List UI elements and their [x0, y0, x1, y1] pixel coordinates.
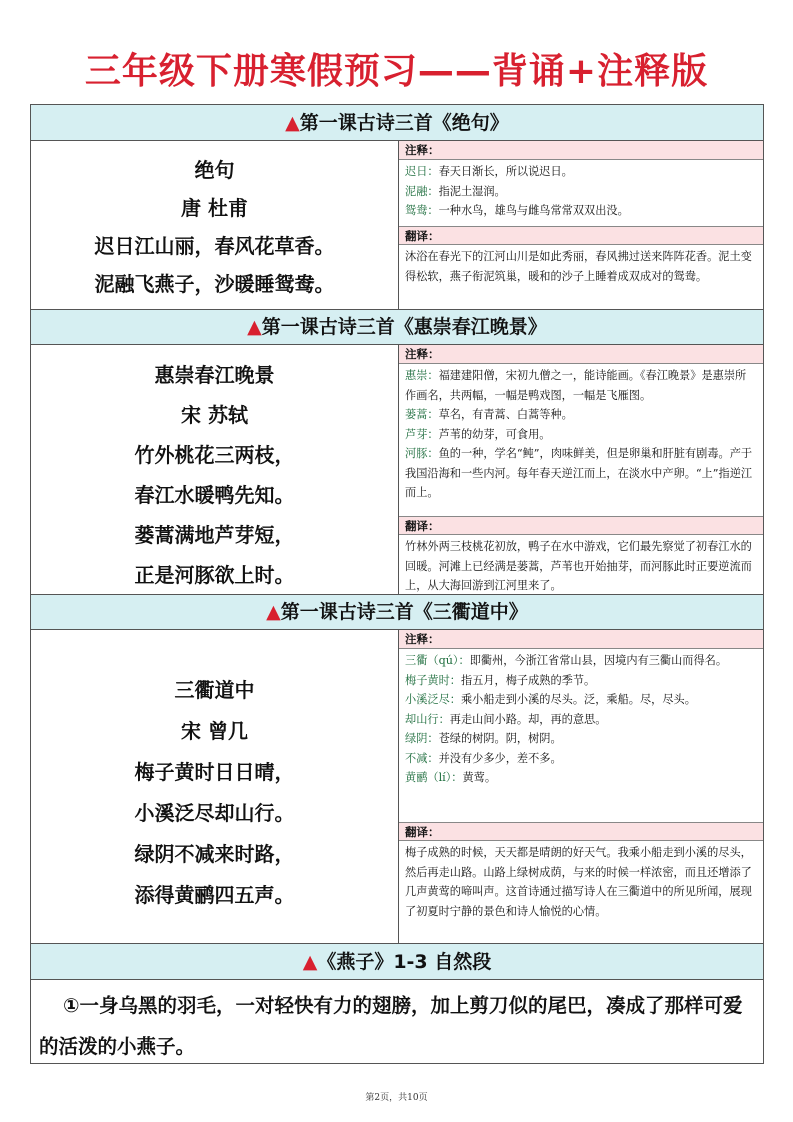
- section-header-yanzi: [31, 944, 763, 980]
- poem-huichong: [31, 345, 399, 594]
- section-title: 《燕子》1-3 自然段: [317, 951, 492, 973]
- poem-title: 绝句: [194, 158, 235, 182]
- notes-huichong: [399, 345, 763, 594]
- notes-list: [399, 649, 763, 822]
- section-header-sanqu: [31, 595, 763, 630]
- notes-label: 注释：: [399, 630, 763, 649]
- triangle-icon: ▲: [266, 601, 281, 623]
- poem-line: 竹外桃花三两枝，: [134, 443, 295, 467]
- note-item: 芦芽：芦苇的幼芽，可食用。: [405, 427, 551, 441]
- note-item: 黄鹂（lí）：黄莺。: [405, 771, 497, 784]
- poem-line: 迟日江山丽，春风花草香。: [94, 234, 335, 258]
- notes-label: 注释：: [399, 141, 763, 160]
- poem-line: 添得黄鹂四五声。: [134, 883, 295, 907]
- notes-sanqu: [399, 630, 763, 943]
- note-item: 三衢（qú）：即衢州，今浙江省常山县，因境内有三衢山而得名。: [405, 654, 728, 667]
- poem-line: 正是河豚欲上时。: [134, 563, 295, 587]
- translation-text: 梅子成熟的时候，天天都是晴朗的好天气。我乘小船走到小溪的尽头，然后再走山路。山路上绿树成荫，与来的时候一样浓密，而且还增添了几声黄莺的啼叫声。这首诗通过描写诗人在三衢道中的所见所闻，展现了初夏时宁静的景色和诗人愉悦的心情。: [405, 846, 752, 918]
- section-header-jueju: [31, 105, 763, 141]
- notes-list: [399, 364, 763, 516]
- poem-author: 宋 苏轼: [181, 403, 248, 427]
- section-title: 第一课古诗三首《三衢道中》: [280, 601, 528, 623]
- note-item: 绿阴：苍绿的树阴。阴，树阴。: [405, 732, 562, 745]
- poem-line: 梅子黄时日日晴，: [134, 760, 295, 784]
- triangle-icon: ▲: [302, 951, 318, 973]
- poem-line: 蒌蒿满地芦芽短，: [134, 523, 295, 547]
- section-title: 第一课古诗三首《绝句》: [299, 112, 509, 134]
- poem-line: 泥融飞燕子，沙暖睡鸳鸯。: [94, 272, 335, 296]
- note-item: 梅子黄时：指五月，梅子成熟的季节。: [405, 673, 596, 687]
- poem-line: 春江水暖鸭先知。: [134, 483, 295, 507]
- poem-jueju: [31, 141, 399, 309]
- note-item: 鸳鸯：一种水鸟，雄鸟与雌鸟常常双双出没。: [405, 204, 629, 217]
- translation-label: 翻译：: [399, 226, 763, 245]
- notes-list: [399, 160, 763, 226]
- triangle-icon: ▲: [285, 112, 300, 134]
- section-header-huichong: [31, 310, 763, 345]
- notes-label: 注释：: [399, 345, 763, 364]
- note-item: 惠崇：福建建阳僧，宋初九僧之一，能诗能画。《春江晚景》是惠崇所作画名，共两幅，一幅是鸭戏图，一幅是飞雁图。: [405, 369, 747, 402]
- poem-title: 惠崇春江晚景: [154, 363, 275, 387]
- note-item: 河豚：鱼的一种，学名“鲀”，肉味鲜美，但是卵巢和肝脏有剧毒。产于我国沿海和一些内河。每年春天逆江而上，在淡水中产卵。“上”指逆江而上。: [405, 447, 753, 499]
- page-title: 三年级下册寒假预习——背诵+注释版: [84, 51, 709, 92]
- note-item: 蒌蒿：草名，有青蒿、白蒿等种。: [405, 408, 573, 421]
- poem-sanqu: [31, 630, 399, 943]
- poem-author: 唐 杜甫: [181, 196, 248, 220]
- translation-label: 翻译：: [399, 516, 763, 535]
- section-title: 第一课古诗三首《惠崇春江晚景》: [261, 316, 547, 338]
- note-item: 迟日：春天日渐长，所以说迟日。: [405, 165, 573, 178]
- note-item: 不减：并没有少多少，差不多。: [405, 751, 562, 765]
- notes-jueju: [399, 141, 763, 309]
- note-item: 小溪泛尽：乘小船走到小溪的尽头。泛，乘船。尽，尽头。: [405, 693, 696, 706]
- poem-line: 绿阴不减来时路，: [134, 842, 295, 866]
- page-footer: 第2页，共10页: [365, 1093, 428, 1103]
- poem-title: 三衢道中: [174, 678, 255, 702]
- translation-text: 竹林外两三枝桃花初放，鸭子在水中游戏，它们最先察觉了初春江水的回暖。河滩上已经满是蒌蒿，芦苇也开始抽芽，而河豚此时正要逆流而上，从大海回游到江河里来了。: [405, 540, 752, 592]
- note-item: 泥融：指泥土湿润。: [405, 184, 506, 198]
- worksheet-table: [30, 104, 764, 1064]
- note-item: 却山行：再走山间小路。却，再的意思。: [405, 712, 607, 726]
- prose-paragraph: ①一身乌黑的羽毛，一对轻快有力的翅膀，加上剪刀似的尾巴，凑成了那样可爱的活泼的小燕子。: [39, 994, 743, 1058]
- poem-line: 小溪泛尽却山行。: [134, 801, 295, 825]
- translation-text: 沐浴在春光下的江河山川是如此秀丽，春风拂过送来阵阵花香。泥土变得松软，燕子衔泥筑巢，暖和的沙子上睡着成双成对的鸳鸯。: [405, 250, 752, 283]
- triangle-icon: ▲: [247, 316, 262, 338]
- poem-author: 宋 曾几: [181, 719, 248, 743]
- translation-label: 翻译：: [399, 822, 763, 841]
